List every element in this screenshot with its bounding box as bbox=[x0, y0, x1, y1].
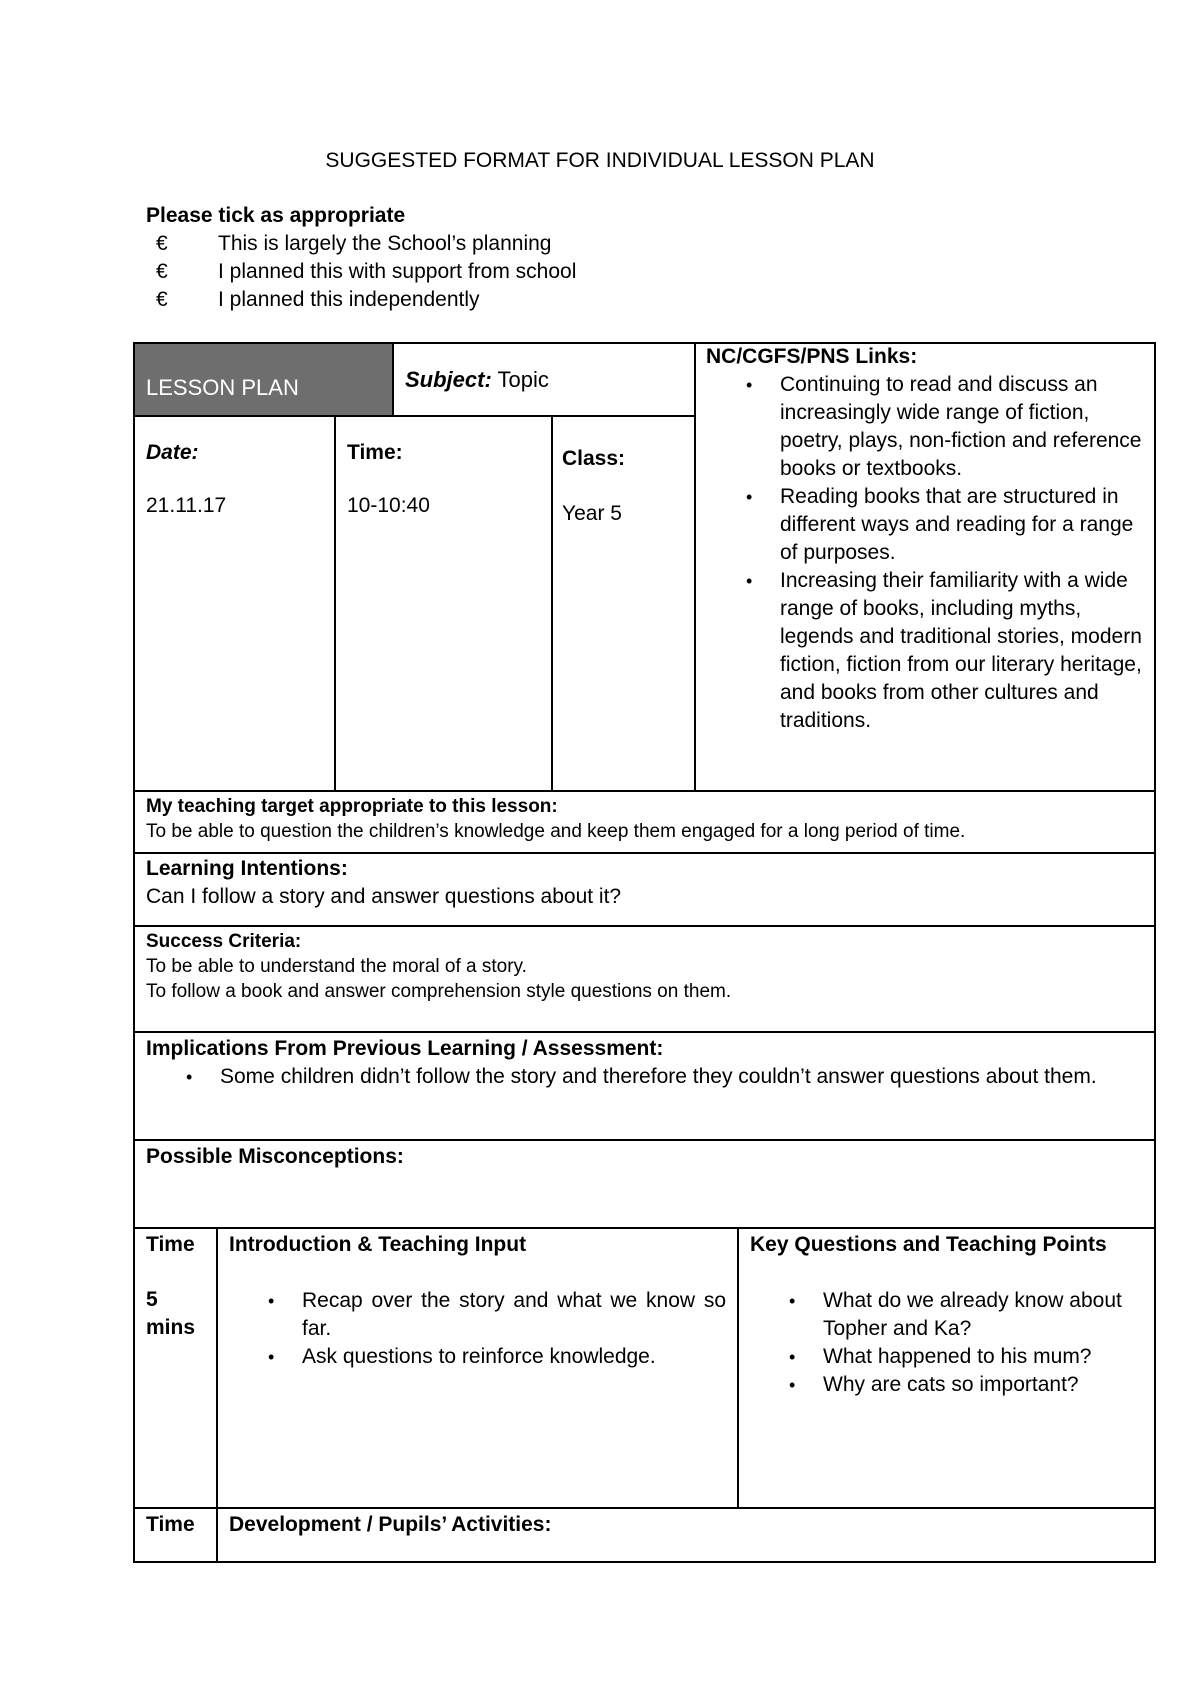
development-time-label: Time bbox=[146, 1513, 195, 1536]
divider-date-time bbox=[334, 415, 336, 792]
table-border-top bbox=[133, 342, 1156, 344]
divider-development bbox=[133, 1507, 1156, 1509]
success-line: To follow a book and answer comprehension style questions on them. bbox=[146, 981, 732, 1002]
divider-target bbox=[133, 790, 1156, 792]
date-value: 21.11.17 bbox=[146, 494, 227, 517]
bullet-icon: • bbox=[789, 1347, 796, 1367]
divider-intentions bbox=[133, 852, 1156, 854]
target-heading: My teaching target appropriate to this lesson: bbox=[146, 796, 558, 817]
key-questions-list bbox=[789, 1287, 1143, 1399]
bullet-icon: • bbox=[789, 1375, 796, 1395]
list-item bbox=[186, 1063, 1120, 1091]
list-item bbox=[746, 483, 1142, 567]
success-line: To be able to understand the moral of a story. bbox=[146, 956, 527, 977]
links-heading: NC/CGFS/PNS Links: bbox=[706, 345, 918, 368]
bullet-icon: • bbox=[186, 1067, 193, 1087]
divider-implications bbox=[133, 1031, 1156, 1033]
key-questions-heading: Key Questions and Teaching Points bbox=[750, 1233, 1107, 1256]
key-question-text: Why are cats so important? bbox=[823, 1373, 1079, 1396]
tick-option[interactable] bbox=[156, 286, 576, 314]
time-label: Time: bbox=[347, 441, 403, 464]
intentions-heading: Learning Intentions: bbox=[146, 857, 348, 880]
lesson-plan-label: LESSON PLAN bbox=[146, 375, 299, 400]
class-value: Year 5 bbox=[562, 502, 622, 525]
date-label: Date: bbox=[146, 441, 199, 464]
list-item bbox=[789, 1371, 1143, 1399]
list-item bbox=[746, 567, 1142, 735]
implication-text: Some children didn’t follow the story and therefore they couldn’t answer questions about them. bbox=[220, 1065, 1097, 1088]
development-heading: Development / Pupils’ Activities: bbox=[229, 1513, 552, 1536]
link-text: Reading books that are structured in different ways and reading for a range of purposes. bbox=[780, 485, 1134, 564]
key-question-text: What happened to his mum? bbox=[823, 1345, 1092, 1368]
divider-header-row bbox=[133, 415, 696, 417]
divider-time-class bbox=[551, 415, 553, 792]
list-item bbox=[746, 371, 1142, 483]
subject-field bbox=[405, 366, 549, 394]
tick-heading: Please tick as appropriate bbox=[146, 204, 406, 227]
bullet-icon: • bbox=[789, 1291, 796, 1311]
success-heading: Success Criteria: bbox=[146, 931, 302, 952]
links-list bbox=[746, 371, 1142, 735]
bullet-icon: • bbox=[268, 1291, 275, 1311]
tick-option-label: I planned this with support from school bbox=[218, 260, 577, 283]
tick-box-icon[interactable]: € bbox=[156, 232, 168, 255]
intro-list bbox=[268, 1287, 726, 1371]
bullet-icon: • bbox=[268, 1347, 275, 1367]
table-border-left bbox=[133, 342, 135, 1563]
tick-options bbox=[156, 230, 576, 314]
tick-box-icon[interactable]: € bbox=[156, 260, 168, 283]
bullet-icon: • bbox=[746, 375, 753, 395]
intro-time-unit: mins bbox=[146, 1316, 196, 1339]
intentions-text: Can I follow a story and answer questions about it? bbox=[146, 885, 622, 908]
target-text: To be able to question the children’s knowledge and keep them engaged for a long period of time. bbox=[146, 821, 966, 842]
divider-misconceptions bbox=[133, 1139, 1156, 1141]
divider-intro bbox=[133, 1227, 1156, 1229]
list-item bbox=[789, 1343, 1143, 1371]
bullet-icon: • bbox=[746, 571, 753, 591]
time-value: 10-10:40 bbox=[347, 494, 430, 517]
bullet-icon: • bbox=[746, 487, 753, 507]
implications-heading: Implications From Previous Learning / Assessment: bbox=[146, 1037, 664, 1060]
divider-header-subject bbox=[392, 342, 394, 417]
subject-label: Subject: bbox=[405, 367, 492, 392]
intro-item-text: Ask questions to reinforce knowledge. bbox=[302, 1345, 656, 1368]
divider-key-questions bbox=[737, 1227, 739, 1509]
list-item bbox=[789, 1287, 1143, 1343]
tick-box-icon[interactable]: € bbox=[156, 288, 168, 311]
divider-links bbox=[694, 342, 696, 792]
page-title: SUGGESTED FORMAT FOR INDIVIDUAL LESSON PLAN bbox=[325, 149, 875, 172]
intro-heading: Introduction & Teaching Input bbox=[229, 1233, 527, 1256]
intro-time-value: 5 bbox=[146, 1288, 158, 1311]
misconceptions-heading: Possible Misconceptions: bbox=[146, 1145, 404, 1168]
intro-item-text: Recap over the story and what we know so far. bbox=[302, 1289, 726, 1340]
tick-option[interactable] bbox=[156, 230, 576, 258]
table-border-bottom bbox=[133, 1561, 1156, 1563]
key-question-text: What do we already know about Topher and Ka? bbox=[823, 1289, 1122, 1340]
tick-option[interactable] bbox=[156, 258, 576, 286]
list-item bbox=[268, 1343, 726, 1371]
tick-option-label: This is largely the School’s planning bbox=[218, 232, 552, 255]
subject-value: Topic bbox=[497, 367, 549, 392]
link-text: Increasing their familiarity with a wide range of books, including myths, legends and traditional stories, modern fiction, fiction from our literary heritage, and books from other cultures and traditions. bbox=[780, 569, 1142, 732]
implications-list bbox=[186, 1063, 1120, 1091]
class-label: Class: bbox=[562, 447, 626, 470]
list-item bbox=[268, 1287, 726, 1343]
intro-time-label: Time bbox=[146, 1233, 195, 1256]
divider-success bbox=[133, 925, 1156, 927]
link-text: Continuing to read and discuss an increasingly wide range of fiction, poetry, plays, non-fiction and reference books or textbooks. bbox=[780, 373, 1142, 480]
divider-time-column bbox=[216, 1227, 218, 1563]
table-border-right bbox=[1154, 342, 1156, 1563]
tick-option-label: I planned this independently bbox=[218, 288, 480, 311]
